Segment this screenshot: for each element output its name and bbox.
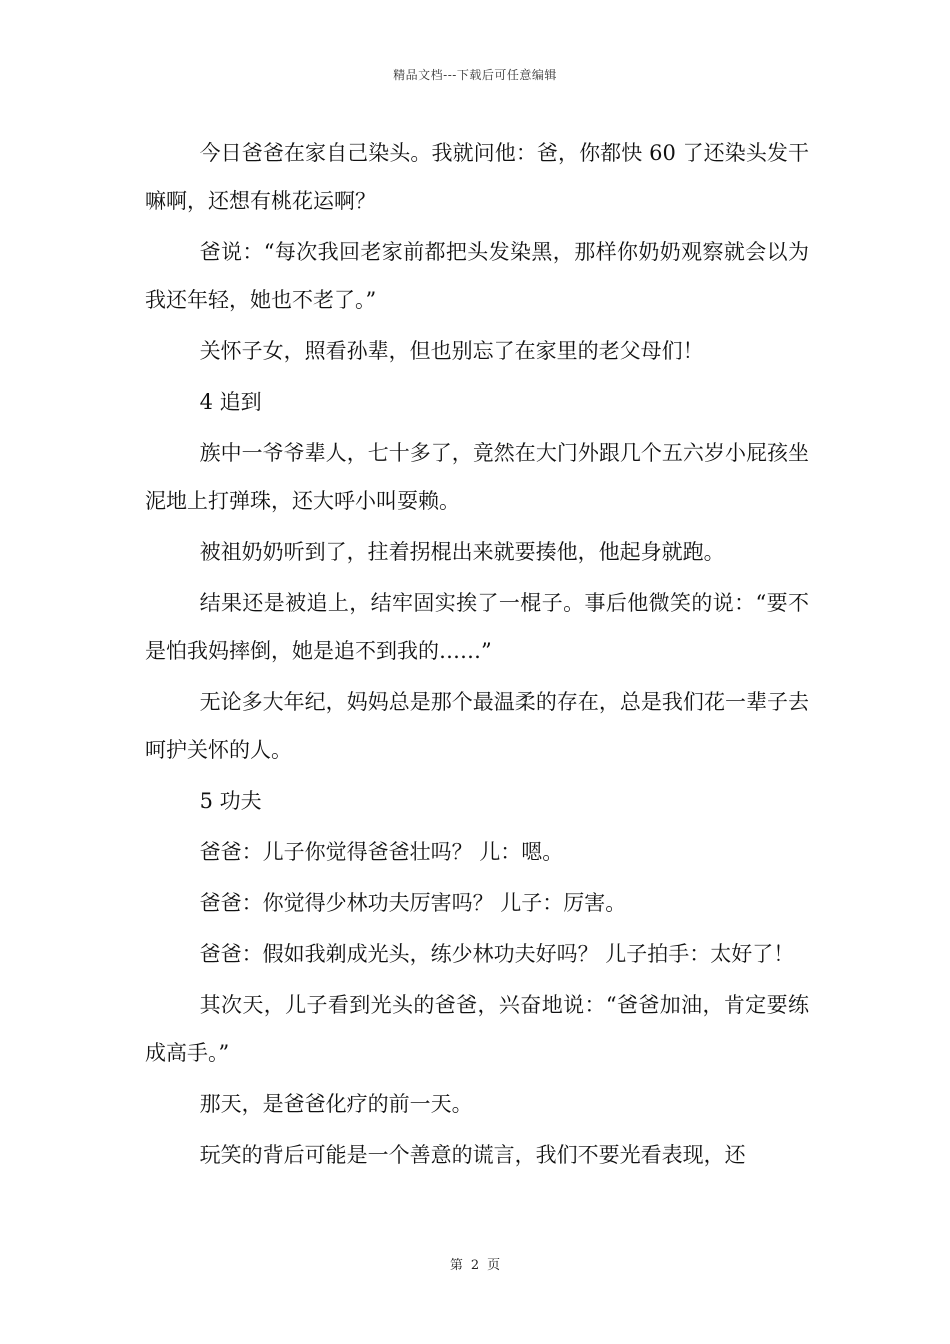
page-footer — [0, 1254, 950, 1273]
paragraph: 无论多大年纪，妈妈总是那个最温柔的存在，总是我们花一辈子去呵护关怀的人。 — [145, 690, 809, 762]
section-heading: 5 功夫 — [199, 789, 262, 813]
page-number-prefix: 第 — [449, 1258, 463, 1273]
paragraph: 被祖奶奶听到了，拄着拐棍出来就要揍他，他起身就跑。 — [199, 540, 725, 564]
paragraph: 爸爸：假如我剃成光头，练少林功夫好吗？ 儿子拍手：太好了！ — [199, 942, 795, 966]
page-number-suffix: 页 — [487, 1258, 501, 1273]
paragraph: 关怀子女，照看孙辈，但也别忘了在家里的老父母们！ — [199, 339, 704, 363]
page-number: 2 — [470, 1258, 480, 1273]
document-body — [145, 129, 809, 1182]
paragraph: 爸爸：儿子你觉得爸爸壮吗？ 儿：嗯。 — [199, 840, 564, 864]
paragraph: 今日爸爸在家自己染头。我就问他：爸，你都快 60 了还染头发干嘛啊，还想有桃花运啊？ — [145, 141, 809, 213]
paragraph: 玩笑的背后可能是一个善意的谎言，我们不要光看表现，还 — [199, 1143, 746, 1167]
section-heading: 4 追到 — [199, 390, 262, 414]
paragraph: 爸爸：你觉得少林功夫厉害吗？ 儿子：厉害。 — [199, 891, 627, 915]
paragraph: 爸说：“每次我回老家前都把头发染黑，那样你奶奶观察就会以为我还年轻，她也不老了。” — [145, 240, 809, 312]
paragraph: 那天，是爸爸化疗的前一天。 — [199, 1092, 473, 1116]
paragraph: 结果还是被追上，结牢固实挨了一棍子。事后他微笑的说：“要不是怕我妈摔倒，她是追不到我的……” — [145, 591, 809, 663]
page-header: 精品文档---下载后可任意编辑 — [393, 68, 557, 82]
paragraph: 族中一爷爷辈人，七十多了，竟然在大门外跟几个五六岁小屁孩坐泥地上打弹珠，还大呼小叫耍赖。 — [145, 441, 809, 513]
paragraph: 其次天，儿子看到光头的爸爸，兴奋地说：“爸爸加油，肯定要练成高手。” — [145, 993, 809, 1065]
